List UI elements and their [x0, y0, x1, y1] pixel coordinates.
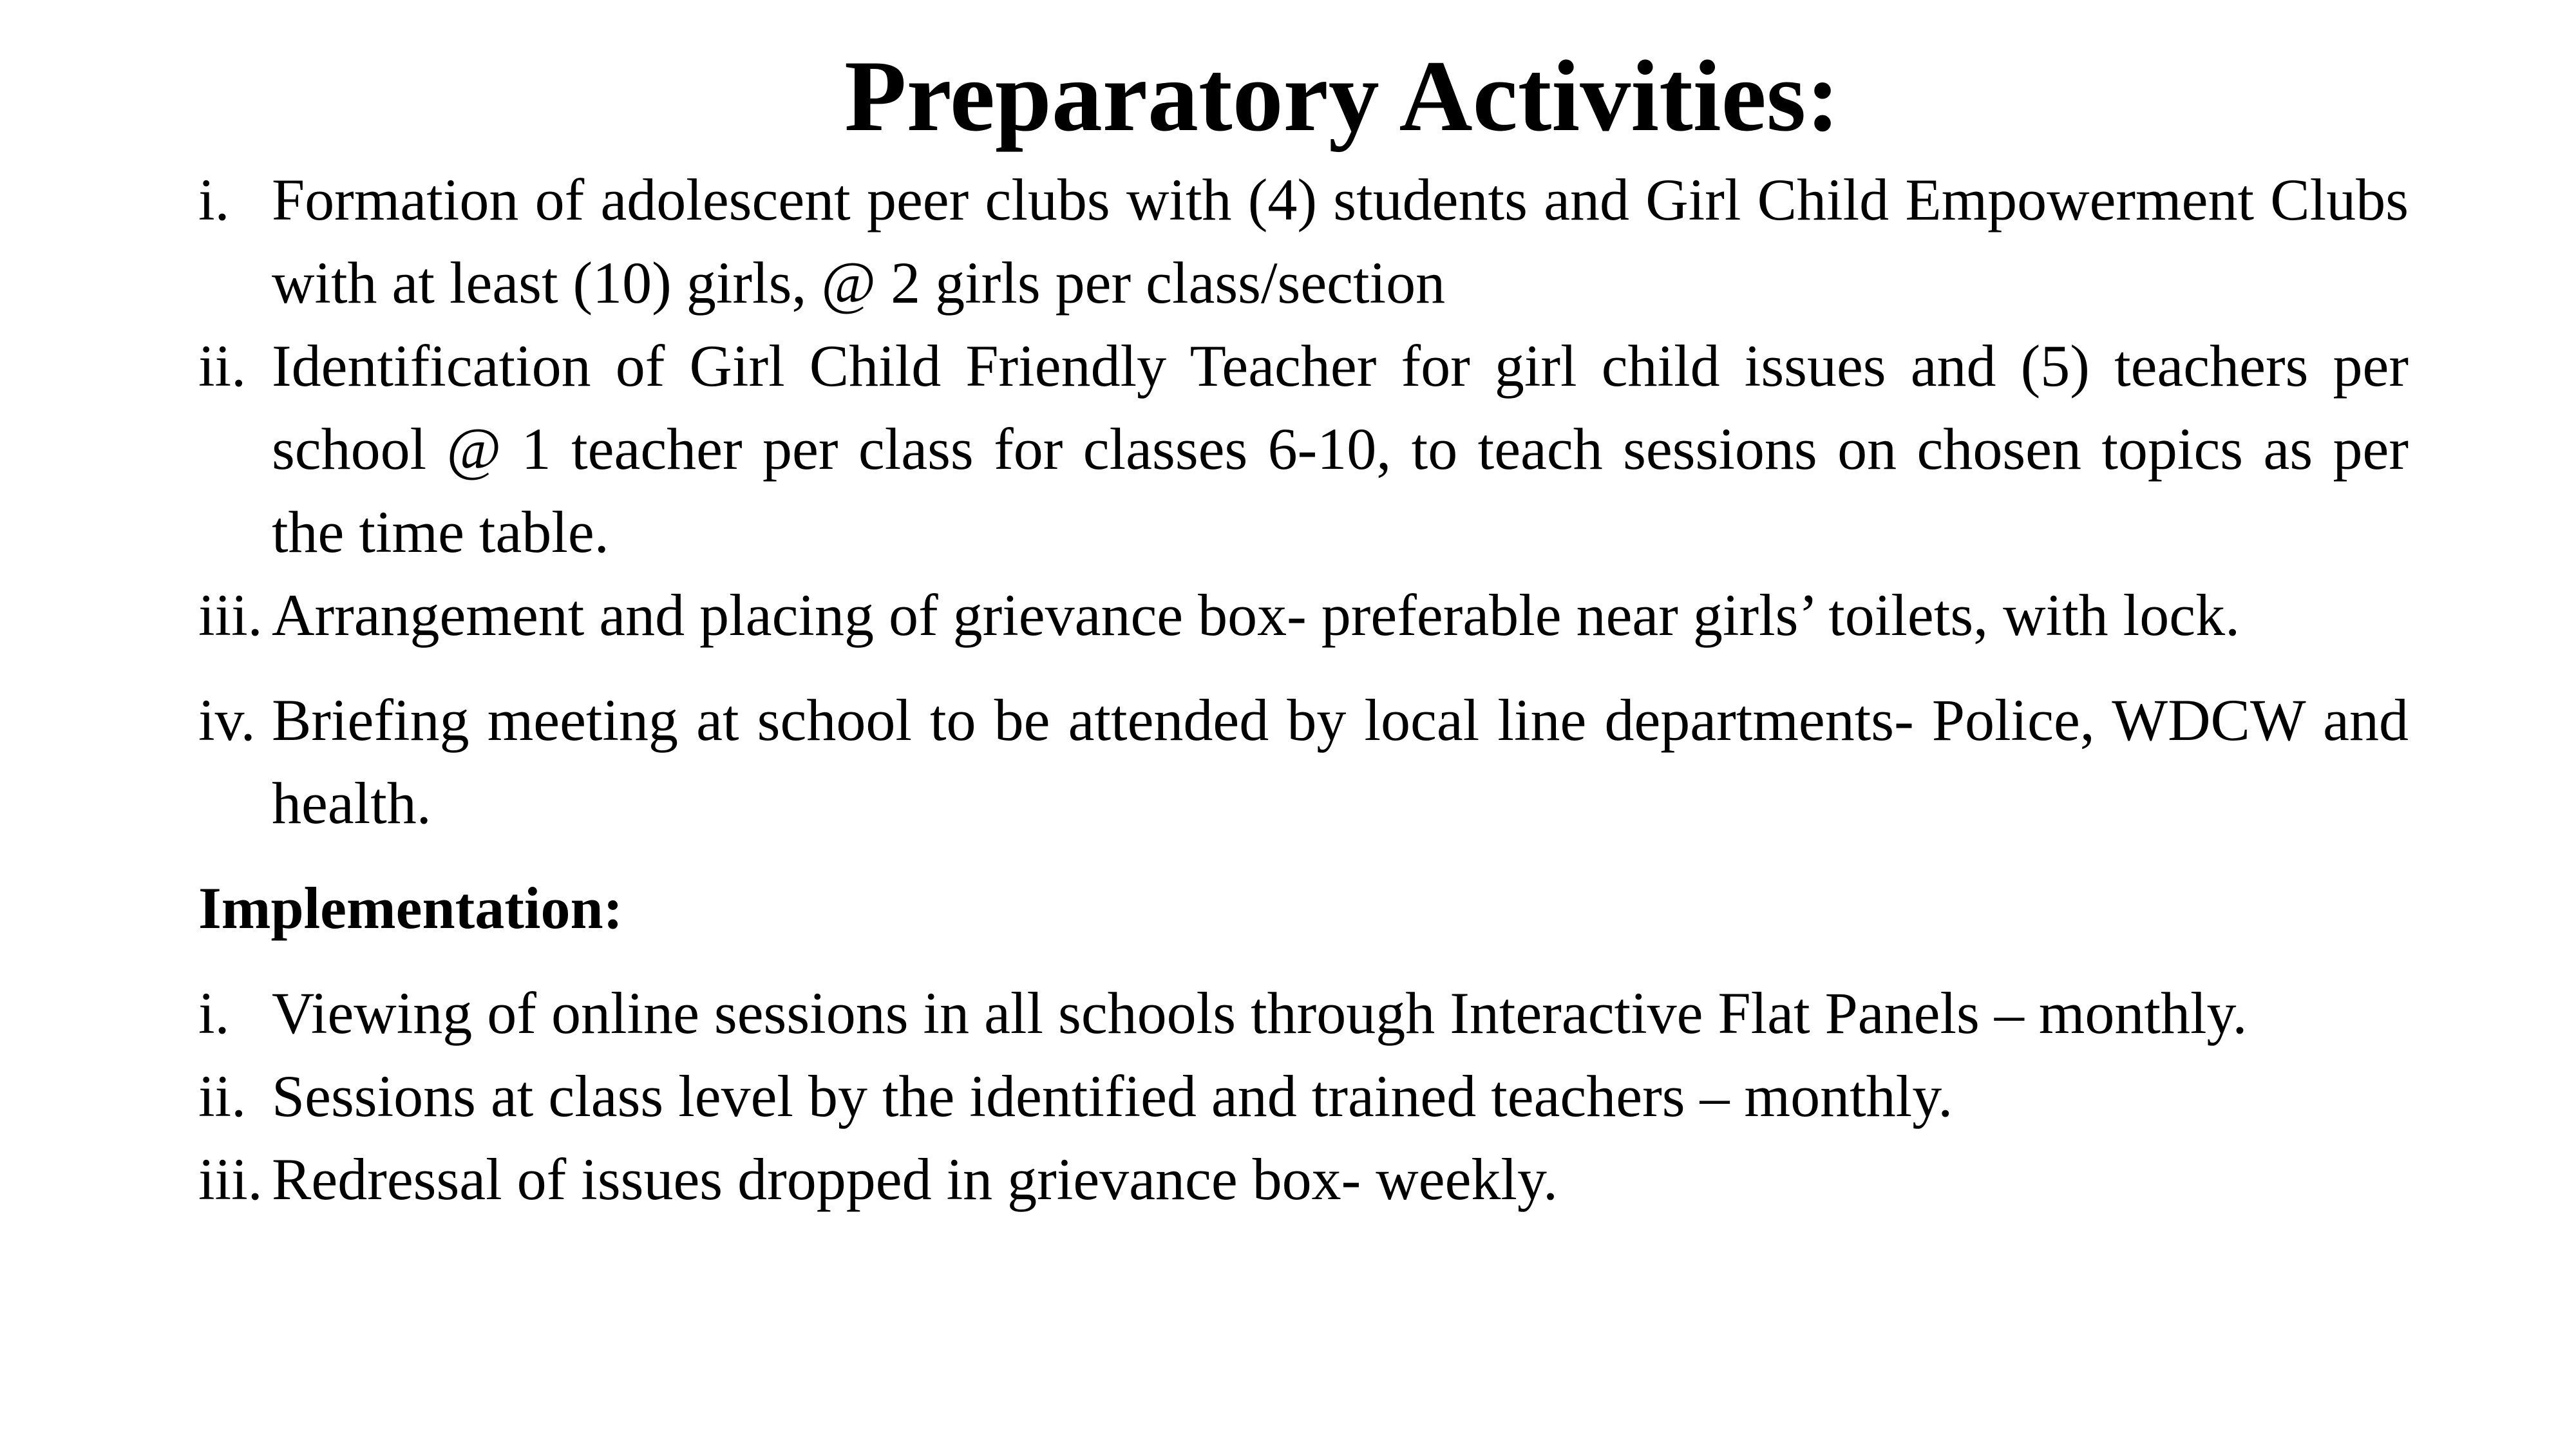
list-item-text: Sessions at class level by the identified and trained teachers – monthly.: [272, 1063, 1953, 1129]
list-item-text: Redressal of issues dropped in grievance box- weekly.: [272, 1146, 1558, 1212]
implementation-heading: Implementation:: [198, 875, 623, 941]
list-item-number: i.: [198, 167, 230, 232]
list-item: [198, 972, 2409, 1055]
list-item-text: Briefing meeting at school to be attended by local line departments- Police, WDCW and health.: [272, 687, 2409, 836]
list-item-text: Formation of adolescent peer clubs with (4) students and Girl Child Empowerment Clubs with at least (10) girls, @ 2 girls per class/section: [272, 167, 2409, 316]
list-item: [198, 1055, 2409, 1138]
list-item-number: i.: [198, 980, 230, 1046]
list-item: [198, 158, 2409, 325]
list-item-number: iii.: [198, 1146, 263, 1212]
list-item-number: iv.: [198, 687, 256, 753]
list-item: [198, 679, 2409, 845]
page-title: Preparatory Activities:: [844, 40, 1840, 153]
list-item: [198, 574, 2409, 657]
preparatory-activities-list: [198, 158, 2409, 845]
list-item: [198, 325, 2409, 574]
list-item-number: ii.: [198, 1063, 247, 1129]
list-item-number: iii.: [198, 582, 263, 648]
list-item-text: Arrangement and placing of grievance box- preferable near girls’ toilets, with lock.: [272, 582, 2240, 648]
list-item: [198, 1138, 2409, 1221]
list-item-number: ii.: [198, 333, 247, 399]
list-item-text: Viewing of online sessions in all schools through Interactive Flat Panels – monthly.: [272, 980, 2248, 1046]
list-item-text: Identification of Girl Child Friendly Teacher for girl child issues and (5) teachers per school @ 1 teacher per class for classes 6-10, to teach sessions on chosen topics as per the time table.: [272, 333, 2409, 565]
implementation-list: [198, 972, 2409, 1221]
